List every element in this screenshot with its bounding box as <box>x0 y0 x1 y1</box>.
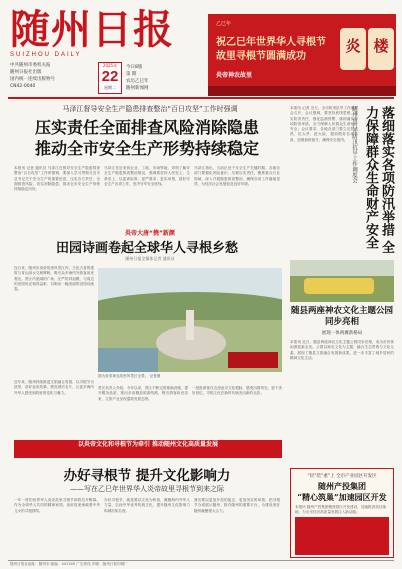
photo-tower <box>186 310 194 340</box>
banner-strip <box>208 86 396 96</box>
masthead-more-line: 第 期 <box>126 72 137 77</box>
banner-badge: 楼 <box>368 28 394 70</box>
masthead-logo: 随州日报 <box>10 6 174 53</box>
park-photo-field <box>304 278 374 294</box>
flood-story-body: 本报讯 记者 近日，全市防汛抗旱工作调度会召开，会议强调，要坚持底线思维，压实防汛责任，强化监测预警，落细落实各项防汛举措，全力保障人民群众生命财产安全。会议要求，各地各部门要立足防大汛、抗大旱、抢大险，提前做好各项准备，加强值班值守，确保安全度汛。 <box>290 106 358 142</box>
flood-story-headline <box>362 106 394 266</box>
park-photo <box>290 260 394 302</box>
story3-headline: 办好寻根节 提升文化影响力 <box>63 468 231 484</box>
industry-box-headline1: 随州产投集团 <box>318 481 366 491</box>
footer-text: 随州日报社地址：随州市 邮编：441300 广告热线 印刷：随州日报印刷厂 <box>10 562 128 566</box>
masthead-info-line: CN42-0040 <box>10 84 36 89</box>
story3-subhead: ——写在乙巳年世界华人炎帝故里寻根节到来之际 <box>70 485 224 493</box>
photo-lake <box>98 348 158 372</box>
masthead-info-line: 国内统一连续出版物号 <box>10 77 55 82</box>
story2-body-col1: 连日来，随州市炎帝故里风景区内，古色古香的建筑与青山绿水交相辉映，吸引众多海内外游客前来观光。景区内宽阔的广场、庄严的拜祖殿，与周边的田园风光相得益彰，勾勒出一幅美丽的田园诗画卷。 <box>14 266 94 292</box>
story2-body-col2: 近年来，随州持续推进文旅融合发展，以寻根节为纽带，讲好炎帝故事，擦亮城市名片，让更多海内外华人感受到故里的变化与魅力。 <box>14 380 94 395</box>
lead-body-col3: 马泽江指出，当前正处于安全生产关键时期，各地各部门要强化风险意识，压紧压实责任，聚焦重点行业领域，深入开展隐患排查整治，确保各项工作落地见效，为经济社会发展营造良好环境。 <box>194 166 280 186</box>
park-story-headline: 随县两座神农文化主题公园同步亮相 <box>290 306 393 327</box>
masthead-info-line: 中共随州市委机关报 <box>10 63 51 68</box>
industry-box-headline2: “精心筑巢”加速园区开发 <box>297 492 387 502</box>
flood-headline-line2: 全力保障群众生命财产安全 <box>363 106 394 254</box>
lead-headline-line2: 推动全市安全生产形势持续稳定 <box>34 139 259 158</box>
story2-byline: 随州日报全媒体记者 通讯员 <box>125 256 175 261</box>
industry-box <box>290 468 394 558</box>
masthead-more <box>126 64 198 92</box>
masthead-more-line: 随州新闻网 <box>126 86 149 91</box>
industry-box-body: 本报讯 随州产投集团聚焦园区开发建设，加速推进项目落地，为全市经济高质量发展注入新动能。 <box>295 505 386 515</box>
flood-story-subhead: 随州市召开防汛抗旱工作调度会 <box>351 106 357 183</box>
park-story-body: 本报讯 近日，随县两座神农文化主题公园同步亮相，成为市民休闲游览新去处。公园以神农文化为主题，融合生态景观与文化元素，展现了随县文旅融合发展新成果，进一步丰富了城乡居民的精神文化生活。 <box>290 340 394 360</box>
lead-kicker: 马泽江督导安全生产隐患排查整治“百日攻坚”工作时强调 <box>62 105 238 113</box>
masthead-more-line: 农历乙巳年 <box>126 79 149 84</box>
slogan-bar: 以炎帝文化和寻根节为牵引 推动随州文化高质量发展 <box>14 440 282 458</box>
story2-headline: 田园诗画卷起全球华人寻根乡愁 <box>55 241 238 256</box>
story2-body-col4: 一批批游客在这里追寻文化根脉，感受田园风光，留下美好回忆，寻根文化在新时代焕发出新的光彩。 <box>192 386 282 396</box>
lead-body-col1: 本报讯 记者 通讯员 马泽江在督导安全生产隐患排查整治“百日攻坚”工作时强调，要深入学习贯彻习近平总书记关于安全生产的重要论述，压实各方责任，全面排查风险，切实消除隐患，推动全市安全生产形势持续稳定向好。 <box>14 166 100 192</box>
masthead-info-line: 随州日报社出版 <box>10 70 42 75</box>
story3-body-col3: 我们要以更加开放的姿态、更加务实的举措，把寻根节办成展示随州、推介随州的重要平台，为建设美好随州凝聚强大合力。 <box>194 498 280 513</box>
footer-rule <box>8 560 394 561</box>
masthead-info <box>10 62 94 90</box>
banner-slogan: 炎帝神农故里 <box>216 72 253 79</box>
banner-badge: 炎 <box>340 28 366 70</box>
festival-banner <box>208 14 396 96</box>
lead-headline-line1: 压实责任全面排查风险消除隐患 <box>34 118 259 137</box>
story2-body-col3: 景区负责人介绍，今年以来，景区不断完善基础设施，提升服务品质，推出多条精品旅游线路，吸引游客纷至沓来，文旅产业呈现蓬勃发展态势。 <box>98 386 188 401</box>
photo-caption: 图为炎帝神农故里风景区全景。 记者摄 <box>98 374 161 378</box>
industry-box-kicker: “轻”装“重”上 全市产业园区开发区 <box>307 474 377 479</box>
issue-date-day: 22 <box>101 68 119 85</box>
lead-body-col2: 马泽江先后来到企业、工地、市场等地，详细了解安全生产隐患排查整治情况，强调要坚持人民至上、生命至上，以更高标准、更严要求、更实举措，抓好安全生产各项工作，坚决守牢安全底线。 <box>104 166 190 186</box>
industry-box-image <box>295 517 389 555</box>
photo-badge <box>228 352 278 368</box>
issue-date <box>98 62 122 94</box>
park-story-subhead: 展现一体两翼新格局 <box>321 331 363 336</box>
flood-headline-line1: 落细落实各项防汛举措 <box>379 106 394 236</box>
story3-body-col2: 办好寻根节，就是要以文化为桥梁，凝聚海内外华人力量，弘扬中华优秀传统文化，提升随州文化影响力和城市知名度。 <box>104 498 190 513</box>
masthead-more-line: 今日8版 <box>126 65 143 70</box>
issue-date-weekday: 星期二 <box>104 85 116 90</box>
masthead-english: SUIZHOU DAILY <box>10 52 82 58</box>
story2-kicker: 炎帝大唐“携”新颜 <box>125 230 175 237</box>
masthead-rule <box>8 97 394 99</box>
story3-body-col1: 一年一度的世界华人炎帝故里寻根节即将拉开帷幕。作为全球华人共同的精神家园，炎帝故里承载着中华儿女的寻根情结。 <box>14 498 100 513</box>
masthead <box>10 8 200 94</box>
issue-date-year: 2025年 <box>102 63 118 68</box>
park-photo-sky <box>290 260 394 276</box>
banner-tag: 乙巳年 <box>216 21 232 27</box>
banner-title: 祝乙巳年世界华人寻根节 故里寻根节圆满成功 <box>216 37 326 62</box>
scenic-area-photo <box>98 268 282 372</box>
